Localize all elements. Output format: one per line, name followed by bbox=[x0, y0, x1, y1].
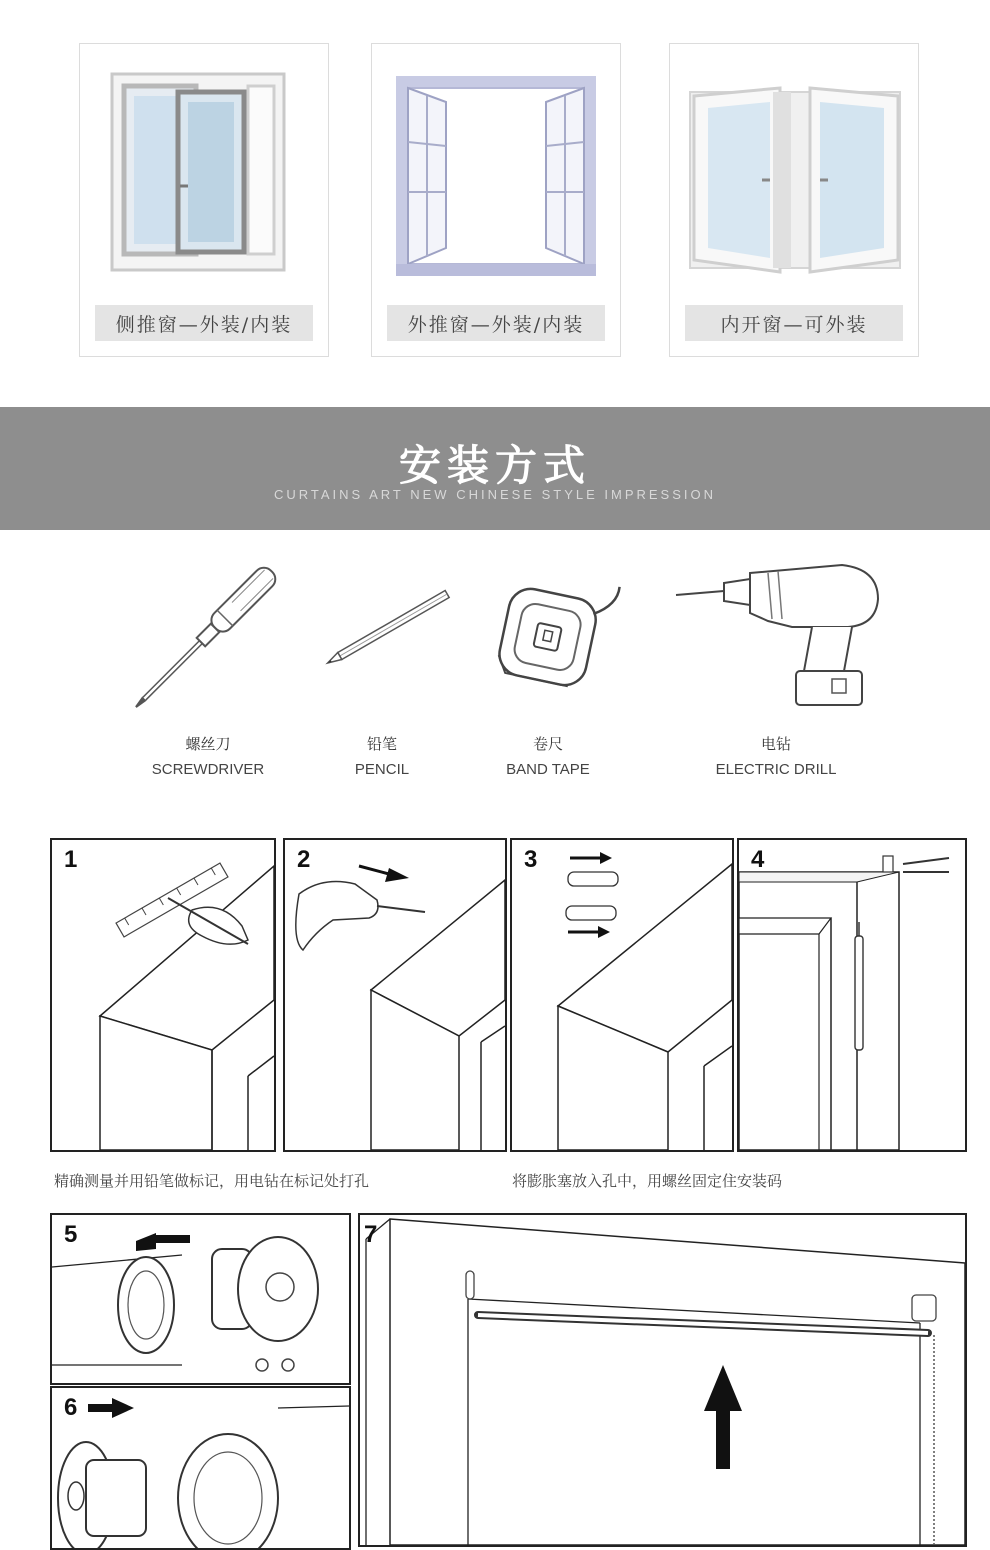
tool-name-cn: 卷尺 bbox=[532, 735, 563, 753]
tool-screwdriver bbox=[108, 555, 308, 785]
end-cap-remove-illustration bbox=[52, 1215, 349, 1383]
end-cap-insert-illustration bbox=[52, 1388, 349, 1548]
screwdriver-icon bbox=[108, 555, 308, 725]
tool-electric-drill bbox=[676, 555, 876, 785]
anchor-plug-illustration bbox=[512, 840, 732, 1150]
drill-icon bbox=[672, 555, 892, 725]
banner-subtitle: CURTAINS ART NEW CHINESE STYLE IMPRESSION bbox=[273, 487, 717, 502]
step-2-panel bbox=[283, 838, 507, 1152]
window-card-inward-open bbox=[669, 43, 919, 357]
step-number: 6 bbox=[64, 1394, 78, 1421]
window-label: 外推窗—外装/内装 bbox=[387, 305, 605, 341]
step-number: 3 bbox=[524, 846, 538, 873]
step-number: 7 bbox=[364, 1221, 378, 1248]
step-1-panel bbox=[50, 838, 276, 1152]
window-card-side-sliding bbox=[79, 43, 329, 357]
tool-name-en: PENCIL bbox=[354, 761, 410, 778]
step-7-panel bbox=[358, 1213, 967, 1547]
step-3-panel bbox=[510, 838, 734, 1152]
window-label: 侧推窗—外装/内装 bbox=[95, 305, 313, 341]
tool-name-cn: 电钻 bbox=[760, 735, 791, 753]
step-6-panel bbox=[50, 1386, 351, 1550]
step-number: 2 bbox=[297, 846, 311, 873]
tool-name-cn: 铅笔 bbox=[366, 735, 397, 753]
step-5-panel bbox=[50, 1213, 351, 1385]
measure-mark-illustration bbox=[52, 840, 274, 1150]
step-number: 4 bbox=[751, 846, 765, 873]
outward-push-window-image bbox=[394, 72, 598, 280]
caption-steps-3-4: 将膨胀塞放入孔中，用螺丝固定住安装码 bbox=[512, 1172, 783, 1190]
tool-name-en: SCREWDRIVER bbox=[151, 761, 265, 778]
step-number: 5 bbox=[64, 1221, 78, 1248]
step-number: 1 bbox=[64, 846, 78, 873]
inward-open-window-image bbox=[686, 82, 904, 278]
tool-name-en: ELECTRIC DRILL bbox=[715, 761, 837, 778]
side-sliding-window-image bbox=[108, 66, 288, 276]
tape-measure-icon bbox=[448, 555, 648, 725]
mount-bracket-illustration bbox=[739, 840, 965, 1150]
window-card-outward-push bbox=[371, 43, 621, 357]
roller-blind-install-illustration bbox=[360, 1215, 965, 1545]
tool-name-cn: 螺丝刀 bbox=[185, 735, 231, 753]
caption-steps-1-2: 精确测量并用铅笔做标记，用电钻在标记处打孔 bbox=[54, 1172, 370, 1190]
banner-title: 安装方式 bbox=[398, 441, 591, 490]
install-method-banner bbox=[0, 407, 990, 530]
window-label: 内开窗—可外装 bbox=[685, 305, 903, 341]
tool-name-en: BAND TAPE bbox=[506, 761, 590, 778]
step-4-panel bbox=[737, 838, 967, 1152]
drill-hole-illustration bbox=[285, 840, 505, 1150]
tool-band-tape bbox=[448, 555, 648, 785]
